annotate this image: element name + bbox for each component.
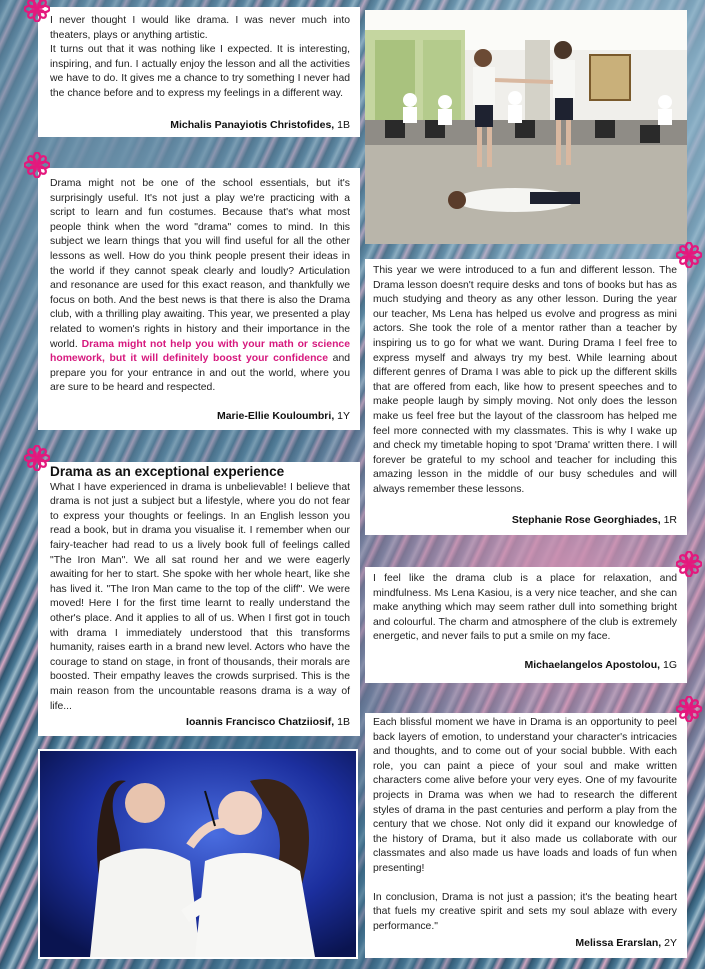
author-signature: Marie-Ellie Kouloumbri, 1Y: [216, 410, 350, 422]
article-paragraph: It turns out that it was nothing like I expected. It is interesting, inspiring, and fun. I actually enjoy the lesson and all the activities we have to do. It gives me a chance to try something I never had the chance before and to express my feelings in a different way.: [50, 44, 350, 99]
article-paragraph: Each blissful moment we have in Drama is an opportunity to peel back layers of emotion, to understand your character's intricacies and thoughts, and to come out of your social bubble. With each role, you can paint a piece of your soul and make written characters come alive before your very eyes. One of my favourite projects in Drama was when we had to research the different styles of drama in the past centuries and perform a play from the century that we chose. Not only did it expand our knowledge of the history of Drama, but it also made us collaborate with our classmates and also made us have loads and loads of fun when presenting!: [373, 717, 677, 874]
classroom-photo: [365, 10, 687, 244]
article-paragraph: I feel like the drama club is a place for relaxation, and mindfulness. Ms Lena Kasiou, is a very nice teacher, and she can make anything which may seem rather dull into something bright and colourful. The charm and atmosphere of the club is extremely energetic, and never fails to put a smile on my face.: [373, 573, 677, 643]
article-michaelangelos: [365, 567, 687, 683]
pink-flower-icon: [676, 696, 702, 722]
classroom-illustration: [365, 10, 687, 244]
author-signature: Stephanie Rose Georghiades, 1R: [511, 514, 677, 526]
author-signature: Michalis Panayiotis Christofides, 1B: [170, 119, 350, 131]
article-melissa: [365, 713, 687, 958]
article-paragraph: I never thought I would like drama. I was never much into theaters, plays or anything artistic.: [50, 15, 350, 41]
article-paragraph: Drama might not be one of the school essentials, but it's surprisingly useful. It's not just a play we're practicing with a script to learn and fun costumes. Because that's what most people think when the word "drama" comes to mind. In this subject we learn things that you will find useful for all the other lessons as well. How do you think people present their ideas in the world if they cannot speak clearly and loudly? Articulation and resonance are used for this exact reason, and thankfully we focus on both. And the best news is that there is also the Drama club, with a thrilling play awaiting. This year, we presented a play related to women's rights in history and their importance in the world. Drama might not help you with your math or science homework, but it will definitely boost your confidence and prepare you for your entrance in and out the world, where you are sure to be heard and respected.: [50, 178, 351, 394]
pink-flower-icon: [24, 0, 50, 22]
author-signature: Ioannis Francisco Chatziiosif, 1B: [186, 716, 350, 728]
article-marie: [38, 168, 360, 430]
pink-flower-icon: [676, 551, 702, 577]
highlighted-text: Drama might not help you with your math or science homework, but it will definitely boost your confidence: [50, 338, 350, 365]
article-title: Drama as an exceptional experience: [50, 464, 285, 479]
article-paragraph: In conclusion, Drama is not just a passion; it's the beating heart that fuels my creative spirit and sets my soul ablaze with every performance.": [373, 891, 677, 932]
article-paragraph: This year we were introduced to a fun and different lesson. The Drama lesson doesn't require desks and tons of books but has as much studying and theory as any other lesson. During the year our teacher, Ms Lena has helped us evolve and progress as mini actors. She took the role of a mentor rather than a teacher by inspiring us to go for what we want. During Drama I feel free to express myself and always try my best. While learning about different genres of Drama I was able to pick up the different skills that are offered from each, like how to present speeches and to make people laugh by simply moving. Not only does the lesson make us feel free but the layout of the classroom has helped me feel more connected with my classmates. This is why I wake up and check my timetable hoping to spot 'Drama' written there. I will forever be grateful to my school and teacher for including this amazing lesson in the middle of our busy schedules and will always remember these lessons.: [373, 265, 677, 495]
pink-flower-icon: [24, 445, 50, 471]
stage-photo: [38, 749, 358, 959]
article-ioannis: [38, 462, 360, 736]
article-paragraph: What I have experienced in drama is unbelievable! I believe that drama is not just a subject but a lifestyle, where you do not fear to express your thoughts or feelings. In an English lesson you read a book, but in drama you visualise it. I remember when our fairy-teacher had read to us a lively book full of feelings called "The Iron Man". We all sat round her and we were eagerly awaiting for her to start. She spoke with her whole heart, like she has lived it. "The Iron Man came to the top of the cliff". We were moved! Here I for the first time learnt to really understand the other's place. And it applies to all of us. When I first got in touch with drama I immediately understood that this transforms humanity, raises earth in a brand new level. Actors who have the courage to stand on stage, in front of thousands, their morals are boosted. Their empathy leaves the crowds surprised. This is the main reason from the uncountable reasons drama is a way of life...: [50, 481, 350, 712]
author-signature: Michaelangelos Apostolou, 1G: [524, 659, 677, 671]
author-signature: Melissa Erarslan, 2Y: [575, 937, 677, 949]
pink-flower-icon: [676, 242, 702, 268]
article-stephanie: [365, 259, 687, 535]
article-michalis: [38, 7, 360, 137]
stage-illustration: [40, 751, 356, 957]
pink-flower-icon: [24, 152, 50, 178]
